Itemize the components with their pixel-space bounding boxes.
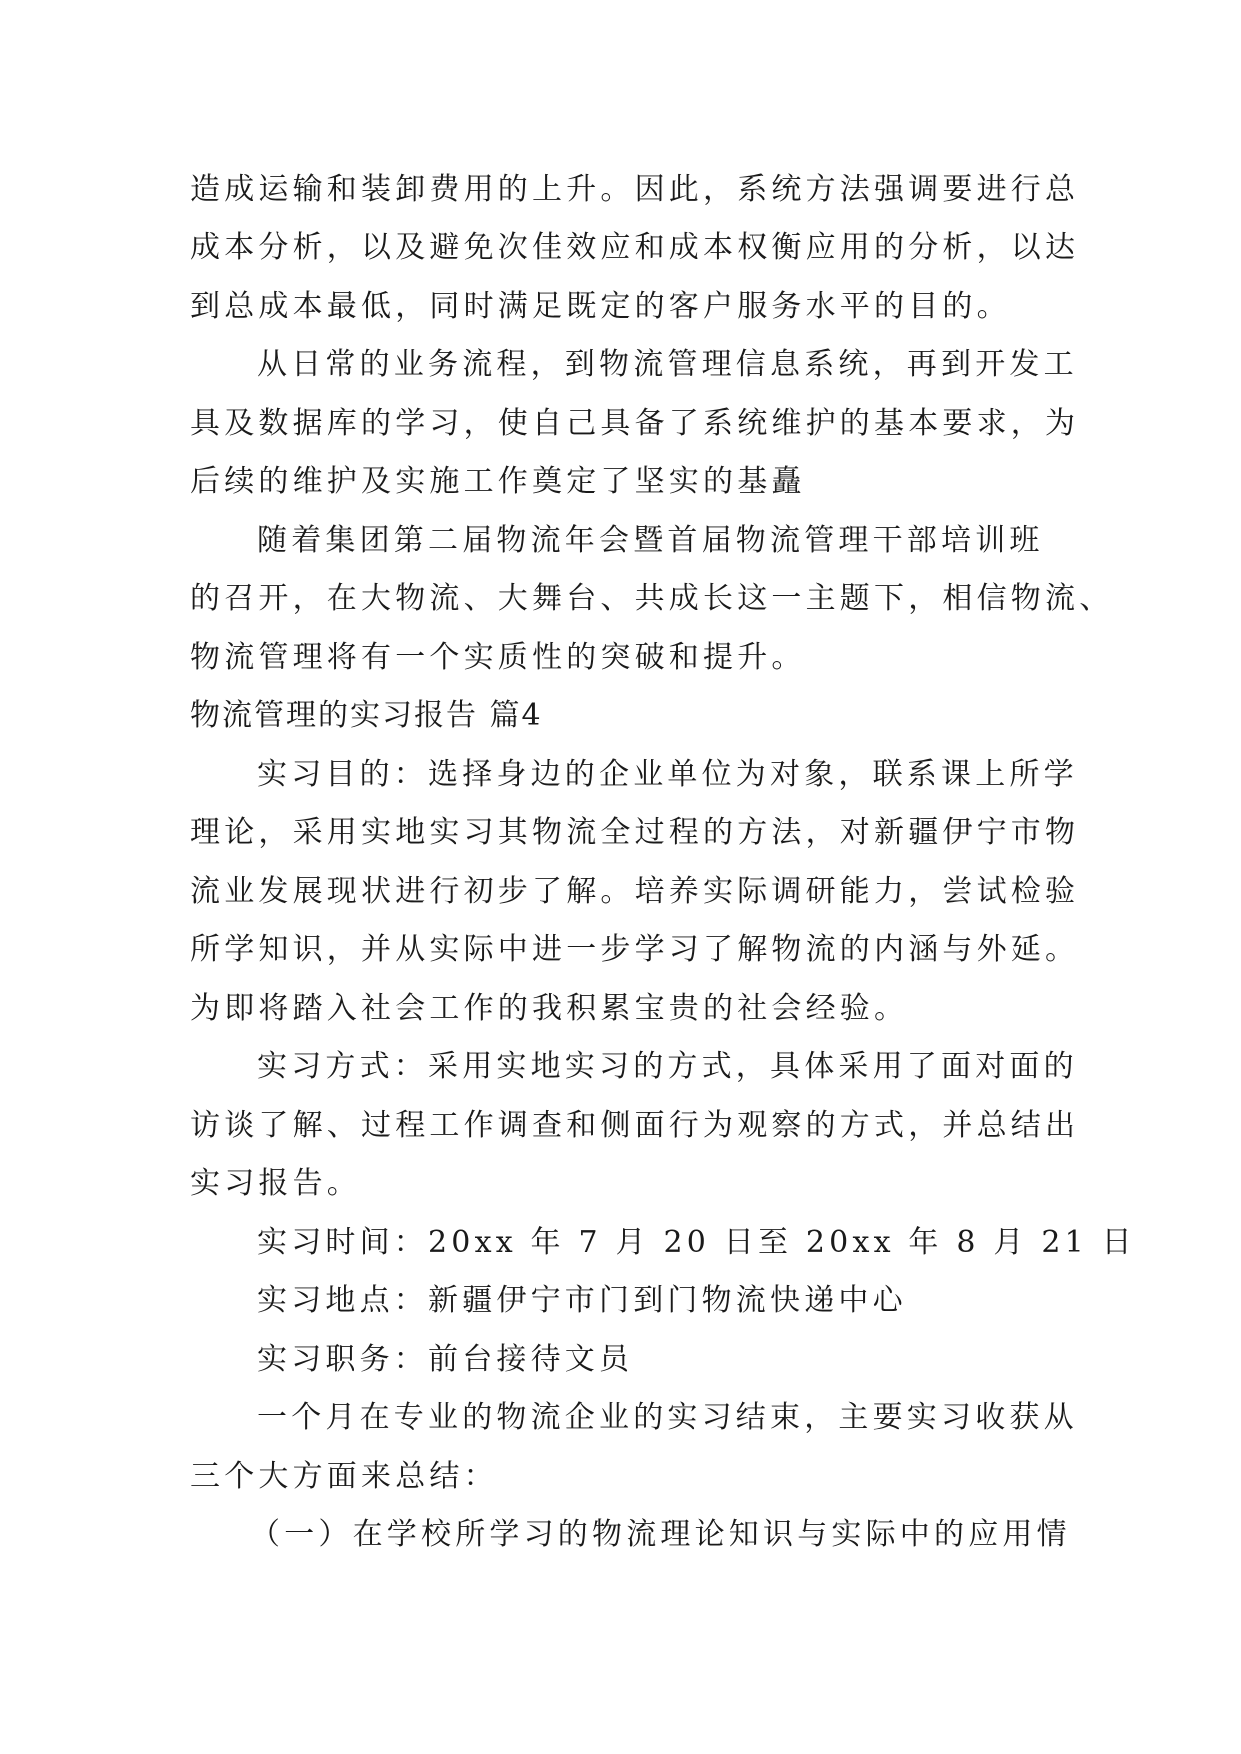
paragraph-line: 具及数据库的学习，使自己具备了系统维护的基本要求，为: [190, 406, 1080, 441]
paragraph-line: 为即将踏入社会工作的我积累宝贵的社会经验。: [190, 991, 909, 1026]
paragraph-line: 三个大方面来总结：: [190, 1459, 498, 1494]
paragraph-line: 物流管理将有一个实质性的突破和提升。: [190, 640, 806, 675]
paragraph-line: 所学知识，并从实际中进一步学习了解物流的内涵与外延。: [190, 932, 1080, 967]
paragraph-line: 流业发展现状进行初步了解。培养实际调研能力，尝试检验: [190, 874, 1080, 909]
section-heading: 物流管理的实习报告 篇4: [190, 698, 543, 733]
paragraph-line: 造成运输和装卸费用的上升。因此，系统方法强调要进行总: [190, 172, 1080, 207]
paragraph-line: 理论，采用实地实习其物流全过程的方法，对新疆伊宁市物: [190, 815, 1080, 850]
internship-time: 实习时间：20xx 年 7 月 20 日至 20xx 年 8 月 21 日: [257, 1225, 1136, 1260]
paragraph-line: 实习方式：采用实地实习的方式，具体采用了面对面的: [257, 1049, 1078, 1084]
subsection-heading: （一）在学校所学习的物流理论知识与实际中的应用情: [250, 1517, 1071, 1552]
paragraph-line: 一个月在专业的物流企业的实习结束，主要实习收获从: [257, 1400, 1078, 1435]
internship-position: 实习职务：前台接待文员: [257, 1342, 634, 1377]
paragraph-line: 访谈了解、过程工作调查和侧面行为观察的方式，并总结出: [190, 1108, 1080, 1143]
paragraph-line: 从日常的业务流程，到物流管理信息系统，再到开发工: [257, 347, 1078, 382]
paragraph-line: 成本分析，以及避免次佳效应和成本权衡应用的分析，以达: [190, 230, 1080, 265]
paragraph-line: 实习目的：选择身边的企业单位为对象，联系课上所学: [257, 757, 1078, 792]
paragraph-line: 的召开，在大物流、大舞台、共成长这一主题下，相信物流、: [190, 581, 1114, 616]
paragraph-line: 随着集团第二届物流年会暨首届物流管理干部培训班: [257, 523, 1044, 558]
internship-location: 实习地点：新疆伊宁市门到门物流快递中心: [257, 1283, 907, 1318]
paragraph-line: 到总成本最低，同时满足既定的客户服务水平的目的。: [190, 289, 1011, 324]
paragraph-line: 实习报告。: [190, 1166, 361, 1201]
paragraph-line: 后续的维护及实施工作奠定了坚实的基矗: [190, 464, 806, 499]
